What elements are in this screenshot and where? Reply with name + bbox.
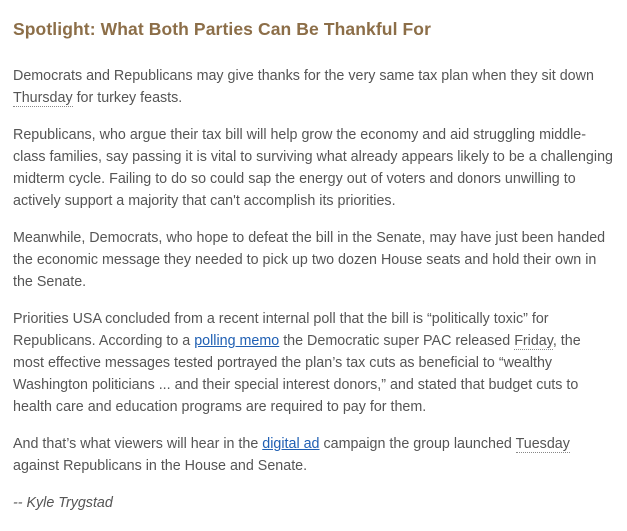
paragraph-4-text-end: , the most effective messages tested portrayed the plan’s tax cuts as beneficial to “wealthy Washington politicians ... and their special interest donors,” and stated that budget cuts to health care and education programs are required to pay for them. — [13, 333, 581, 415]
paragraph-3: Meanwhile, Democrats, who hope to defeat the bill in the Senate, may have just been handed the economic message they needed to pick up two dozen House seats and hold their own in the Senate. — [13, 230, 606, 290]
date-tuesday: Tuesday — [515, 436, 570, 452]
paragraph-1-text: Democrats and Republicans may give thanks for the very same tax plan when they sit down — [13, 68, 594, 84]
headline: Spotlight: What Both Parties Can Be Thankful For — [13, 19, 431, 39]
date-thursday: Thursday — [13, 90, 73, 106]
paragraph-1 — [13, 65, 613, 109]
paragraph-5-text-end: against Republicans in the House and Senate. — [13, 458, 308, 474]
paragraph-4 — [13, 308, 613, 418]
digital-ad-link[interactable]: digital ad — [262, 436, 320, 452]
byline: -- Kyle Trygstad — [13, 495, 113, 511]
article — [13, 17, 613, 514]
polling-memo-link[interactable]: polling memo — [194, 333, 280, 349]
paragraph-5-text-start: And that’s what viewers will hear in the — [13, 436, 263, 452]
paragraph-5 — [13, 433, 613, 477]
paragraph-5-text-middle: campaign the group launched — [319, 436, 516, 452]
paragraph-1-text-end: for turkey feasts. — [72, 90, 183, 106]
paragraph-2: Republicans, who argue their tax bill will help grow the economy and aid struggling middle-class families, say passing it is vital to surviving what already appears likely to be a challenging midterm cycle. Failing to do so could sap the energy out of voters and donors unwilling to actively support a majority that can't accomplish its priorities. — [13, 127, 613, 209]
date-friday: Friday — [514, 333, 553, 349]
paragraph-4-text-middle: the Democratic super PAC released — [279, 333, 515, 349]
paragraph-4-text-start: Priorities USA concluded from a recent internal poll that the bill is “politically toxic” for Republicans. According to a — [13, 311, 549, 349]
